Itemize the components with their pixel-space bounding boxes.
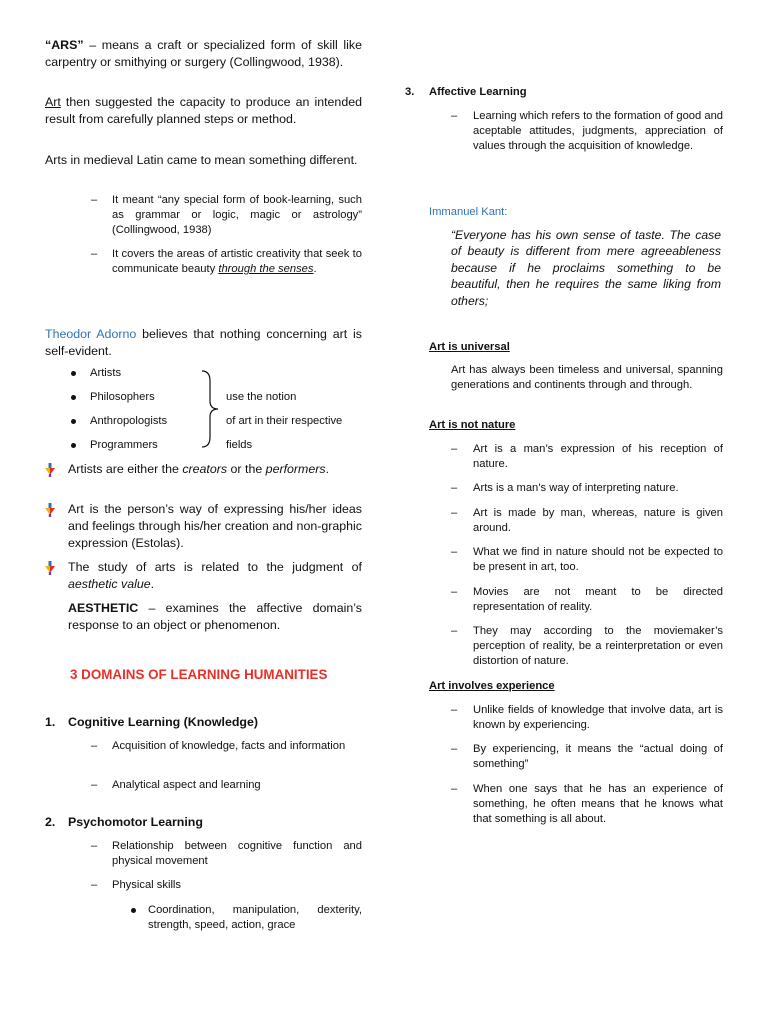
not-nature-point: They may according to the moviemaker’s perception of reality, be a reinterpretation or even distortion of nature. — [473, 625, 723, 668]
not-nature-point: Art is made by man, whereas, nature is given around. — [473, 507, 723, 535]
study-arts-point: The study of arts is related to the judgment of aesthetic value. — [68, 560, 362, 591]
psychomotor-title: Psychomotor Learning — [68, 815, 203, 829]
adorno-paragraph: Theodor Adorno believes that nothing concerning art is self-evident. — [45, 327, 362, 358]
person-way-point: Art is the person’s way of expressing his/her ideas and feelings through his/her creation and non-graphic expression (Estolas). — [68, 502, 362, 550]
dash-bullet: – — [91, 248, 98, 260]
dot-bullet-icon — [71, 371, 76, 376]
dot-bullet-icon — [71, 395, 76, 400]
aesthetic-definition: AESTHETIC – examines the affective domain’s response to an object or phenomenon. — [68, 601, 362, 632]
psychomotor-point: Relationship between cognitive function and physical movement — [112, 840, 362, 868]
physical-skills-list: Coordination, manipulation, dexterity, strength, speed, action, grace — [148, 904, 362, 932]
covers-creativity-point: It covers the areas of artistic creativity that seek to communicate beauty through the senses. — [112, 248, 362, 276]
affective-point: Learning which refers to the formation of good and aceptable attitudes, judgments, appreciation of values through the acquisition of knowledge. — [473, 110, 724, 153]
dash-bullet: – — [451, 482, 458, 494]
dash-bullet: – — [451, 507, 458, 519]
list-number: 1. — [45, 715, 56, 729]
adorno-side-text: fields — [226, 439, 253, 451]
kant-heading: Immanuel Kant: — [429, 206, 508, 218]
kant-quote: “Everyone has his own sense of taste. The case of beauty is different from mere agreeableness because if he proclaims something to be beautiful, then he requires the same liking from others; — [451, 228, 721, 308]
universal-text: Art has always been timeless and universal, spanning generations and continents through and through. — [451, 364, 723, 392]
dash-bullet: – — [451, 704, 458, 716]
dash-bullet: – — [91, 879, 98, 891]
artists-creators-point: Artists are either the creators or the performers. — [68, 462, 330, 476]
not-nature-point: Arts is a man’s way of interpreting nature. — [473, 482, 679, 494]
dash-bullet: – — [91, 194, 98, 206]
dash-bullet: – — [451, 783, 458, 795]
adorno-list-item: Artists — [90, 367, 122, 379]
dash-bullet: – — [451, 625, 458, 637]
psychomotor-point: Physical skills — [112, 879, 182, 891]
dash-bullet: – — [451, 110, 458, 122]
not-nature-point: What we find in nature should not be expected to be present in art, too. — [473, 546, 723, 574]
cognitive-title: Cognitive Learning (Knowledge) — [68, 715, 258, 729]
adorno-list-item: Philosophers — [90, 391, 155, 403]
four-color-arrow-bullet-icon — [45, 503, 55, 517]
affective-title: Affective Learning — [429, 86, 527, 98]
ars-definition: “ARS” – means a craft or specialized form of skill like carpentry or smithying or surgery (Collingwood, 1938). — [45, 38, 362, 69]
adorno-side-text: use the notion — [226, 391, 297, 403]
not-nature-heading: Art is not nature — [429, 419, 516, 431]
experience-point: When one says that he has an experience of something, he often means that he knows what that something is all about. — [473, 783, 723, 826]
not-nature-point: Art is a man’s expression of his reception of nature. — [473, 443, 723, 471]
dash-bullet: – — [91, 779, 98, 791]
experience-heading: Art involves experience — [429, 680, 555, 692]
dash-bullet: – — [451, 443, 458, 455]
dash-bullet: – — [451, 586, 458, 598]
dash-bullet: – — [91, 840, 98, 852]
medieval-latin-paragraph: Arts in medieval Latin came to mean something different. — [45, 153, 358, 167]
four-color-arrow-bullet-icon — [45, 463, 55, 477]
dot-bullet-icon — [71, 419, 76, 424]
dash-bullet: – — [451, 743, 458, 755]
adorno-side-text: of art in their respective — [226, 415, 343, 427]
adorno-list-item: Anthropologists — [90, 415, 168, 427]
experience-point: By experiencing, it means the “actual doing of something” — [473, 743, 723, 771]
dot-bullet-icon — [71, 443, 76, 448]
cognitive-point: Acquisition of knowledge, facts and information — [112, 740, 346, 752]
universal-heading: Art is universal — [429, 341, 510, 353]
not-nature-point: Movies are not meant to be directed representation of reality. — [473, 586, 723, 614]
art-capacity-paragraph: Art then suggested the capacity to produce an intended result from carefully planned steps or method. — [45, 95, 362, 126]
cognitive-point: Analytical aspect and learning — [112, 779, 261, 791]
dash-bullet: – — [91, 740, 98, 752]
book-learning-point: It meant “any special form of book-learning, such as grammar or logic, magic or astrology” (Collingwood, 1938) — [112, 194, 362, 237]
adorno-list-item: Programmers — [90, 439, 158, 451]
dot-bullet-icon — [131, 908, 136, 913]
experience-point: Unlike fields of knowledge that involve data, art is known by experiencing. — [473, 704, 723, 732]
dash-bullet: – — [451, 546, 458, 558]
right-brace-icon — [200, 369, 222, 449]
list-number: 2. — [45, 815, 56, 829]
list-number: 3. — [405, 86, 415, 98]
domains-title: 3 DOMAINS OF LEARNING HUMANITIES — [70, 667, 328, 682]
four-color-arrow-bullet-icon — [45, 561, 55, 575]
